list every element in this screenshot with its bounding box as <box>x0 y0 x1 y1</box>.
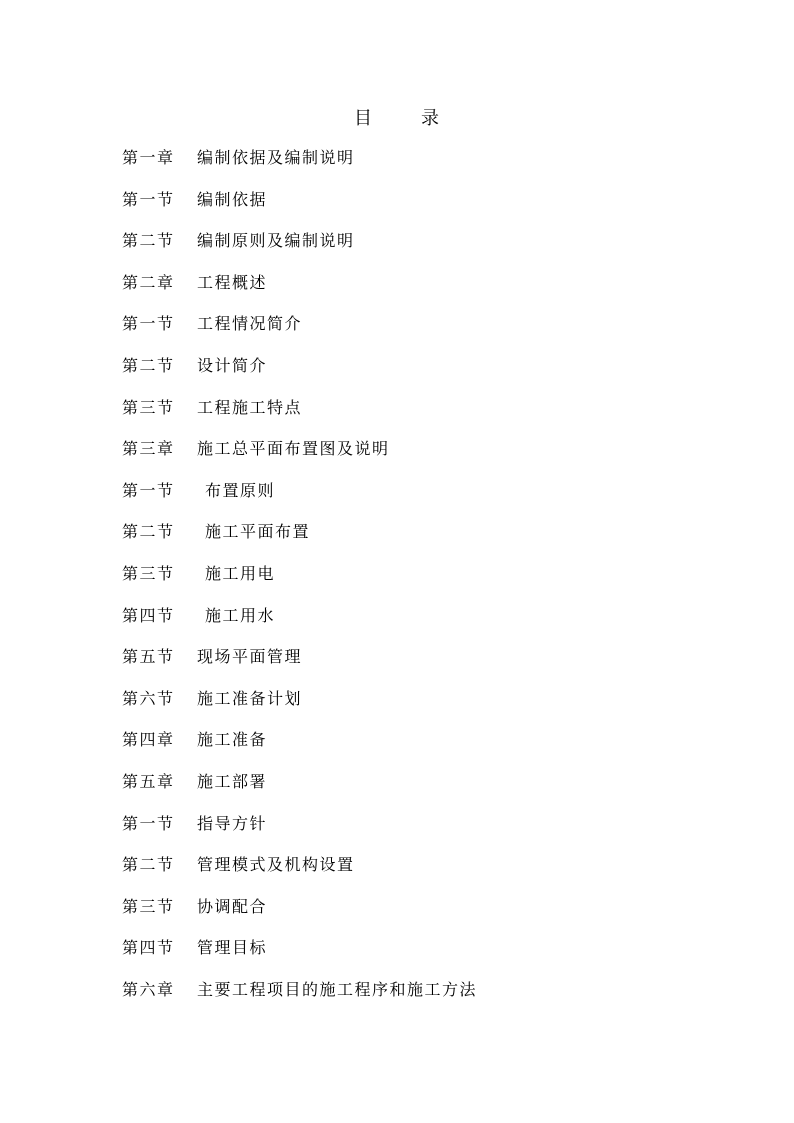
toc-entry-label: 第五章 <box>122 771 175 791</box>
toc-entry <box>122 812 722 854</box>
toc-entry-label: 第二章 <box>122 272 175 292</box>
toc-entry <box>122 354 722 396</box>
toc-entry-label: 第三节 <box>122 397 175 417</box>
toc-entry-label: 第五节 <box>122 647 175 667</box>
toc-entry-label: 第二节 <box>122 355 175 375</box>
toc-entry-label: 第六章 <box>122 979 175 999</box>
toc-entry-label: 第一节 <box>122 189 175 209</box>
toc-entry <box>122 770 722 812</box>
toc-entry <box>122 895 722 937</box>
toc-entry-text: 协调配合 <box>197 896 268 916</box>
title-right-char: 录 <box>421 108 440 129</box>
page-title <box>0 104 794 130</box>
toc-entry-text: 编制依据及编制说明 <box>197 148 355 167</box>
toc-entry <box>122 396 722 438</box>
toc-entry <box>122 229 722 271</box>
toc-entry-text: 管理目标 <box>197 938 268 958</box>
toc-entry-label: 第六节 <box>122 688 175 708</box>
title-left-char: 目 <box>354 108 373 129</box>
toc-entry <box>122 687 722 729</box>
toc-entry-text: 施工平面布置 <box>205 522 311 542</box>
toc-entry <box>122 271 722 313</box>
toc-entry-text: 工程施工特点 <box>197 397 303 417</box>
toc-entry-text: 布置原则 <box>205 480 276 500</box>
toc-entry <box>122 604 722 646</box>
toc-entry-text: 管理模式及机构设置 <box>197 855 355 875</box>
toc-entry-text: 施工总平面布置图及说明 <box>197 439 390 459</box>
toc-entry-text: 施工准备 <box>197 730 268 750</box>
toc-entry-text: 设计简介 <box>197 355 268 375</box>
table-of-contents <box>122 146 722 1019</box>
toc-entry-text: 指导方针 <box>197 813 268 833</box>
toc-entry <box>122 188 722 230</box>
toc-entry-text: 施工用水 <box>205 605 276 625</box>
toc-entry <box>122 520 722 562</box>
toc-entry-label: 第一节 <box>122 480 175 500</box>
toc-entry <box>122 437 722 479</box>
toc-entry-label: 第三章 <box>122 439 175 459</box>
toc-entry-text: 施工准备计划 <box>197 688 303 708</box>
toc-entry-label: 第二节 <box>122 522 175 542</box>
toc-entry-text: 工程概述 <box>197 272 268 292</box>
toc-entry-label: 第一节 <box>122 813 175 833</box>
toc-entry-label: 第一章 <box>122 148 175 167</box>
toc-entry-label: 第二节 <box>122 855 175 875</box>
toc-entry <box>122 562 722 604</box>
toc-entry <box>122 312 722 354</box>
toc-entry <box>122 645 722 687</box>
toc-entry-label: 第三节 <box>122 563 175 583</box>
toc-entry-label: 第一节 <box>122 314 175 334</box>
toc-entry-text: 编制依据 <box>197 189 268 209</box>
toc-entry <box>122 479 722 521</box>
toc-entry <box>122 146 722 188</box>
toc-entry-text: 工程情况简介 <box>197 314 303 334</box>
toc-entry-label: 第四节 <box>122 938 175 958</box>
toc-entry <box>122 978 722 1020</box>
toc-entry <box>122 728 722 770</box>
toc-entry-text: 编制原则及编制说明 <box>197 231 355 251</box>
toc-entry-text: 施工部署 <box>197 771 268 791</box>
toc-entry-text: 主要工程项目的施工程序和施工方法 <box>197 979 478 999</box>
toc-entry-label: 第四节 <box>122 605 175 625</box>
toc-entry-text: 施工用电 <box>205 563 276 583</box>
toc-entry-label: 第三节 <box>122 896 175 916</box>
toc-entry <box>122 936 722 978</box>
toc-entry-label: 第二节 <box>122 231 175 251</box>
toc-entry-label: 第四章 <box>122 730 175 750</box>
toc-entry-text: 现场平面管理 <box>197 647 303 667</box>
toc-entry <box>122 853 722 895</box>
